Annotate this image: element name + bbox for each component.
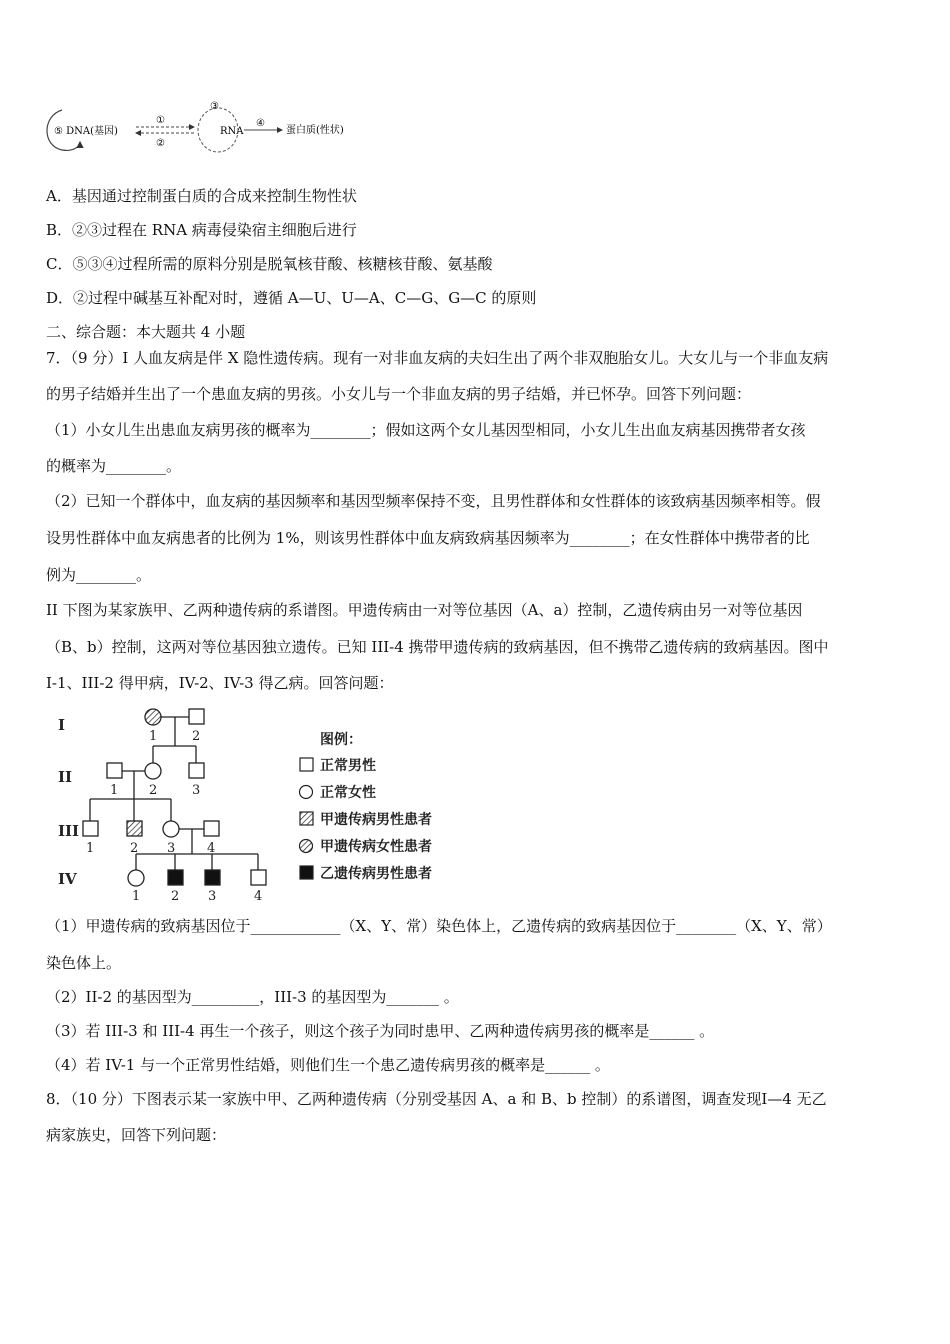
- iii-4-normal-male: [204, 821, 219, 836]
- iii-3-number: 3: [167, 841, 176, 856]
- generation-i-label: I: [58, 716, 66, 734]
- legend-title: 图例：: [320, 732, 362, 748]
- ii-3-number: 3: [192, 783, 201, 798]
- iii-1-number: 1: [86, 841, 95, 856]
- ii-2-number: 2: [149, 783, 158, 798]
- q8-text-2: 病家族史，回答下列问题：: [46, 1126, 227, 1144]
- q7-sub-4: （4）若 IV-1 与一个正常男性结婚，则他们生一个患乙遗传病男孩的概率是______ 。: [46, 1056, 610, 1074]
- legend-circle-symbol: [300, 786, 313, 799]
- protein-label: 蛋白质(性状): [286, 125, 344, 136]
- q7-text-5: （2）已知一个群体中，血友病的基因频率和基因型频率保持不变，且男性群体和女性群体的该致病基因频率相等。假: [46, 492, 821, 510]
- ii-2-normal-female: [145, 763, 161, 779]
- iii-1-normal-male: [83, 821, 98, 836]
- q7-text-6: 设男性群体中血友病患者的比例为 1%，则该男性群体中血友病致病基因频率为________；在女性群体中携带者的比: [46, 529, 810, 547]
- q7-sub-1: （1）甲遗传病的致病基因位于____________（X、Y、常）染色体上，乙遗传病的致病基因位于________（X、Y、常）: [46, 917, 832, 935]
- iv-4-normal-male: [251, 870, 266, 885]
- iv-3-affected-male-b: [205, 870, 220, 885]
- legend-normal-female: 正常女性: [320, 785, 376, 801]
- ii-1-normal-male: [107, 763, 122, 778]
- iv-2-number: 2: [171, 889, 180, 904]
- pedigree-chart: [48, 704, 488, 904]
- section-title: 二、综合题：本大题共 4 小题: [46, 323, 246, 341]
- rna-label: RNA: [220, 126, 244, 137]
- step1-label: ①: [156, 115, 165, 126]
- iii-4-number: 4: [207, 841, 216, 856]
- legend-black-square-symbol: [300, 866, 313, 879]
- q7-text-2: 的男子结婚并生出了一个患血友病的男孩。小女儿与一个非血友病的男子结婚，并已怀孕。回答下列问题：: [46, 385, 752, 403]
- iii-3-normal-female: [163, 821, 179, 837]
- step2-label: ②: [156, 138, 165, 149]
- i-2-normal-male: [189, 709, 204, 724]
- q7-text-9: （B、b）控制，这两对等位基因独立遗传。已知 III-4 携带甲遗传病的致病基因，但不携带乙遗传病的致病基因。图中: [46, 638, 829, 656]
- q8-text-1: 8．（10 分）下图表示某一家族中甲、乙两种遗传病（分别受基因 A、a 和 B、b 控制）的系谱图，调查发现Ⅰ—4 无乙: [46, 1090, 827, 1108]
- i-2-number: 2: [192, 729, 201, 744]
- legend-square-symbol: [300, 758, 313, 771]
- iv-2-affected-male-b: [168, 870, 183, 885]
- ii-3-normal-male: [189, 763, 204, 778]
- q7-text-10: I-1、III-2 得甲病，IV-2、IV-3 得乙病。回答问题：: [46, 674, 394, 692]
- iv-4-number: 4: [254, 889, 263, 904]
- legend-hatched-circle-symbol: [300, 840, 313, 853]
- central-dogma-diagram: [44, 96, 374, 158]
- dna-label: ⑤ DNA(基因): [54, 126, 118, 137]
- option-b: B．②③过程在 RNA 病毒侵染宿主细胞后进行: [46, 221, 357, 239]
- legend-a-female: 甲遗传病女性患者: [320, 839, 432, 855]
- q7-text-1: 7．（9 分）I 人血友病是伴 X 隐性遗传病。现有一对非血友病的夫妇生出了两个非双胞胎女儿。大女儿与一个非血友病: [46, 349, 829, 367]
- q7-sub-3: （3）若 III-3 和 III-4 再生一个孩子，则这个孩子为同时患甲、乙两种遗传病男孩的概率是______ 。: [46, 1022, 715, 1040]
- i-1-number: 1: [149, 729, 158, 744]
- legend-b-male: 乙遗传病男性患者: [320, 866, 432, 882]
- q7-sub-1b: 染色体上。: [46, 954, 122, 972]
- generation-ii-label: II: [58, 768, 73, 786]
- iv-3-number: 3: [208, 889, 217, 904]
- option-c: C．⑤③④过程所需的原料分别是脱氧核苷酸、核糖核苷酸、氨基酸: [46, 255, 493, 273]
- option-a: A．基因通过控制蛋白质的合成来控制生物性状: [46, 187, 357, 205]
- ii-1-number: 1: [110, 783, 119, 798]
- generation-iii-label: III: [58, 822, 80, 840]
- iv-1-normal-female: [128, 870, 144, 886]
- q7-text-4: 的概率为________。: [46, 457, 182, 475]
- legend-hatched-square-symbol: [300, 812, 313, 825]
- iii-2-affected-male: [127, 821, 142, 836]
- legend-normal-male: 正常男性: [320, 758, 376, 774]
- q7-text-8: II 下图为某家族甲、乙两种遗传病的系谱图。甲遗传病由一对等位基因（A、a）控制，乙遗传病由另一对等位基因: [46, 601, 803, 619]
- generation-iv-label: IV: [58, 870, 77, 888]
- step3-label: ③: [210, 101, 219, 112]
- i-1-affected-female: [145, 709, 161, 725]
- iii-2-number: 2: [130, 841, 139, 856]
- q7-text-7: 例为________。: [46, 566, 152, 584]
- step4-label: ④: [256, 118, 265, 129]
- legend-a-male: 甲遗传病男性患者: [320, 812, 432, 828]
- option-d: D．②过程中碱基互补配对时，遵循 A—U、U—A、C—G、G—C 的原则: [46, 289, 537, 307]
- q7-text-3: （1）小女儿生出患血友病男孩的概率为________；假如这两个女儿基因型相同，小女儿生出血友病基因携带者女孩: [46, 421, 806, 439]
- q7-sub-2: （2）II-2 的基因型为_________，III-3 的基因型为_______ 。: [46, 988, 459, 1006]
- iv-1-number: 1: [132, 889, 141, 904]
